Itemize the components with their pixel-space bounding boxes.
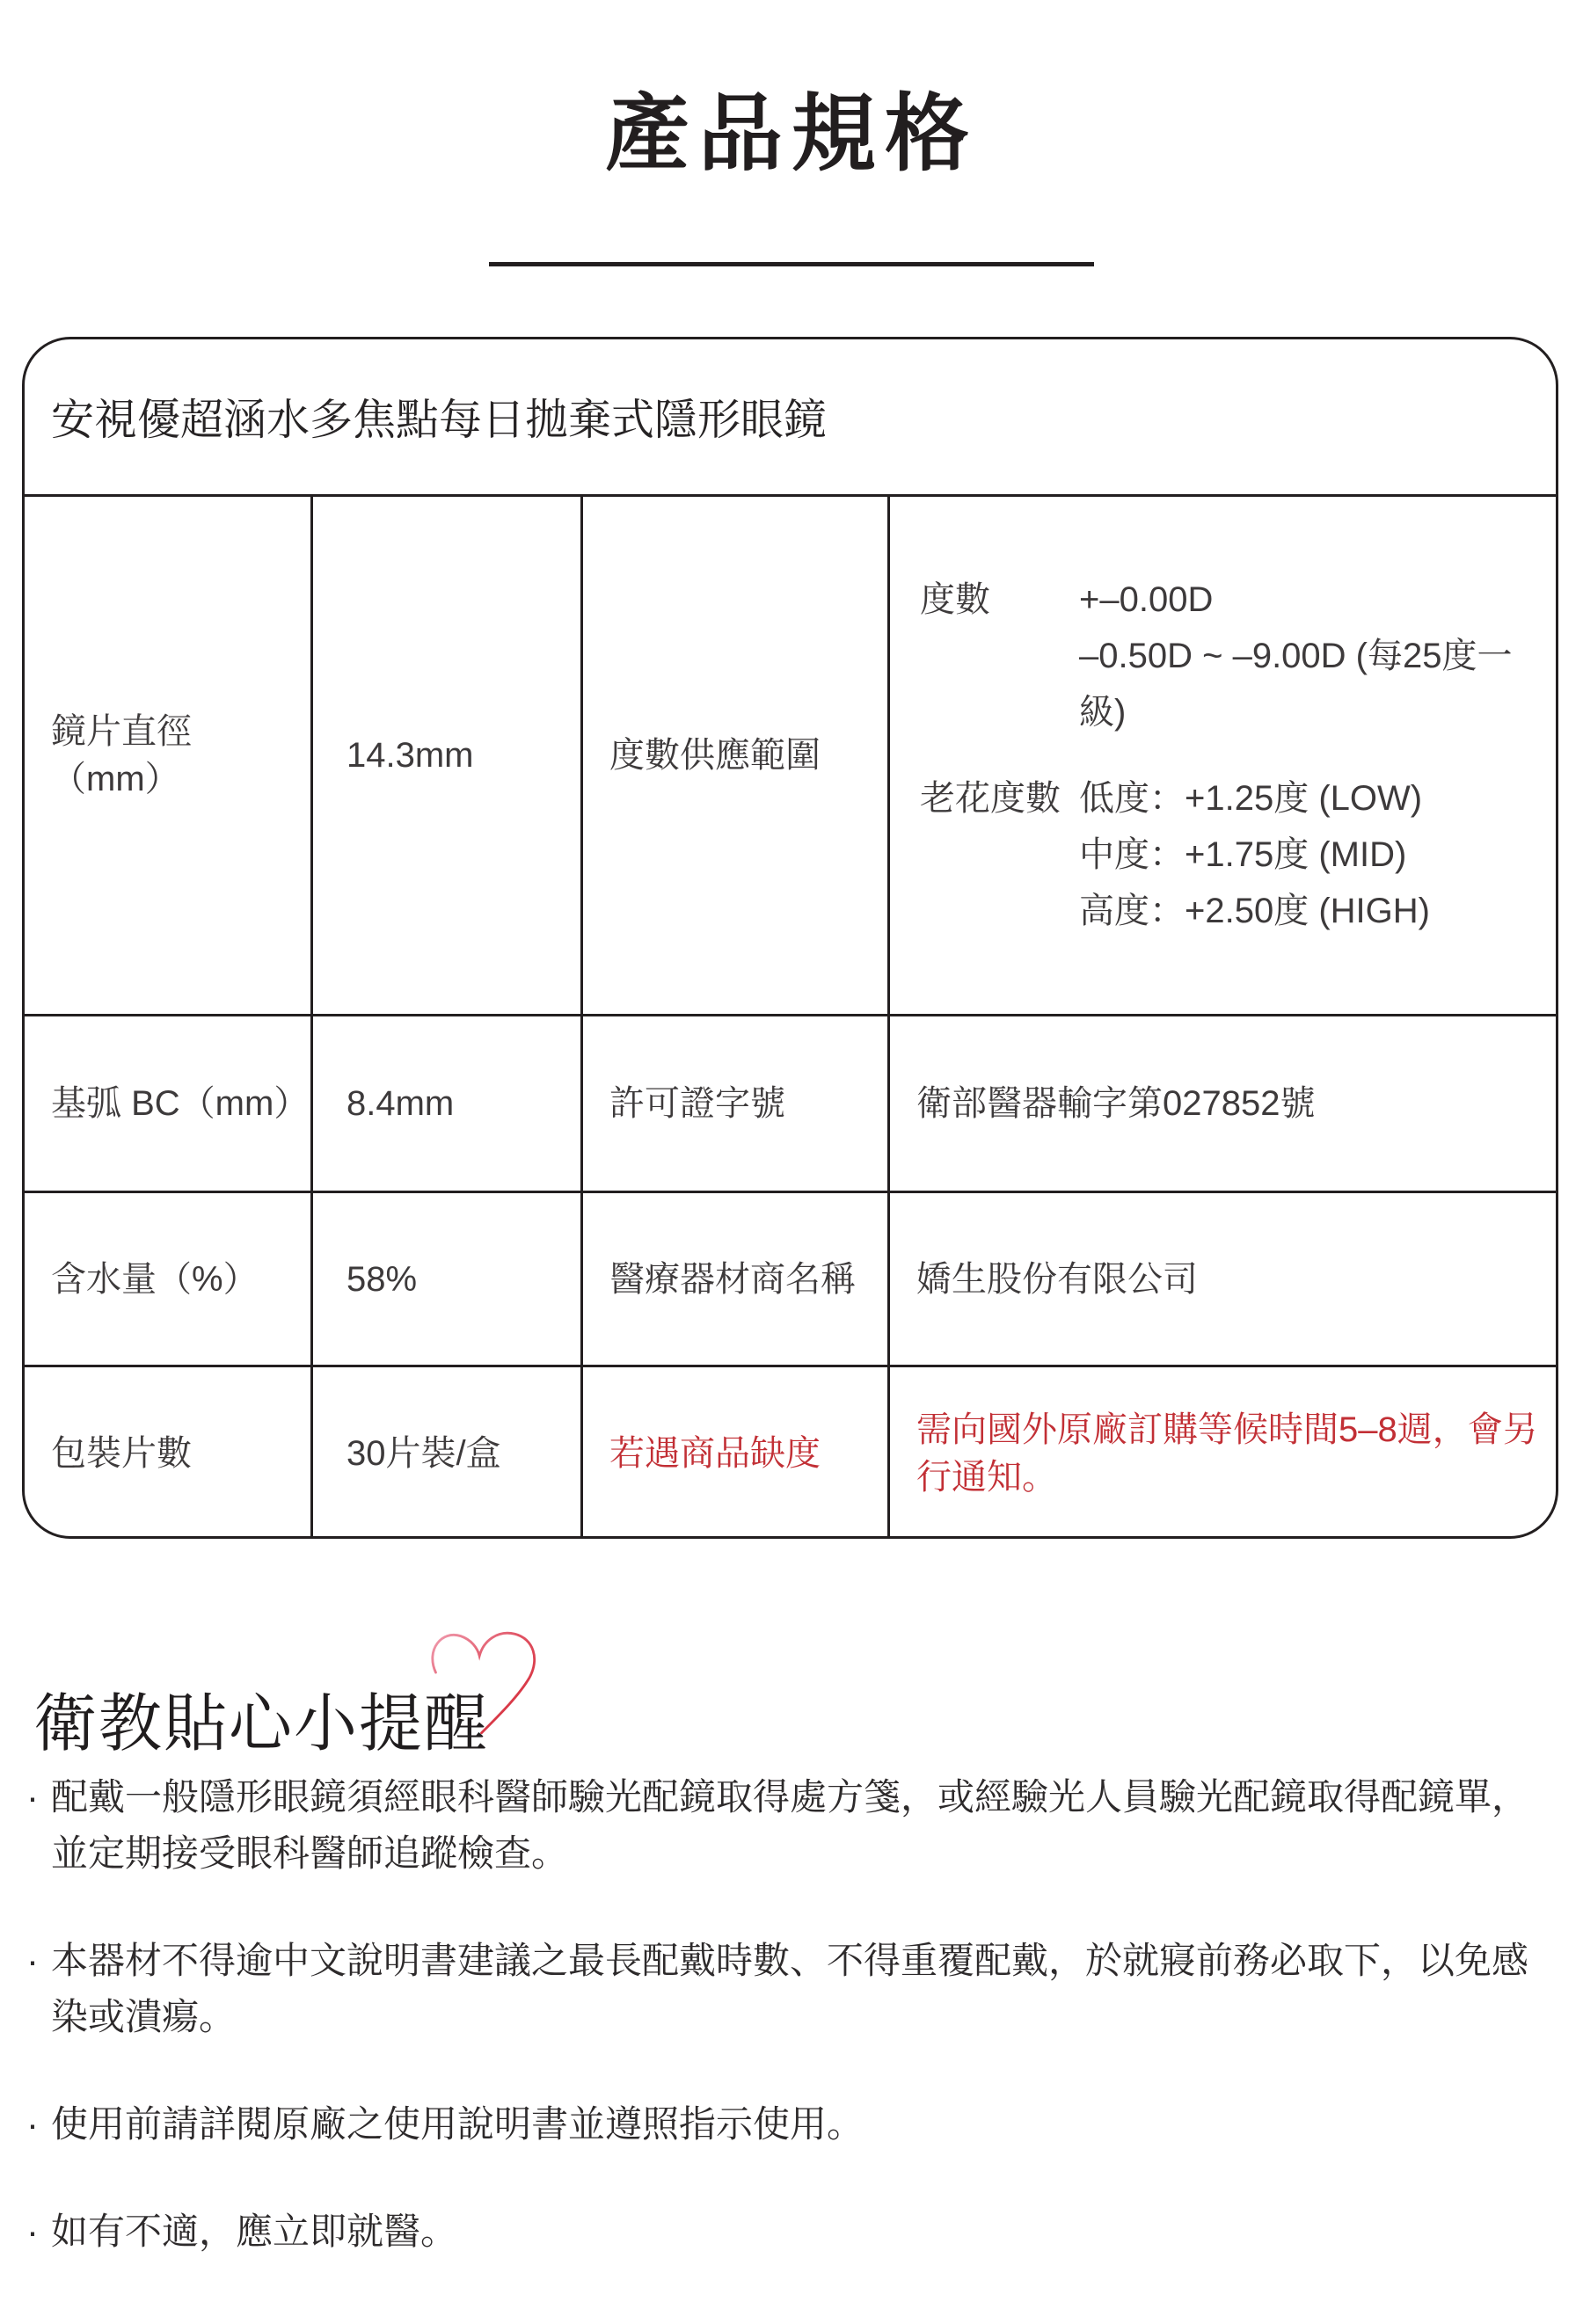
spec-label-diameter: 鏡片直徑（mm） (51, 712, 192, 798)
power-sphere-line: –0.50D ~ –9.00D (每25度一級) (1079, 637, 1513, 732)
spec-label-license: 許可證字號 (580, 1014, 887, 1191)
power-group-add (920, 770, 1543, 939)
page-title: 產品規格 (605, 87, 978, 181)
power-add-line: 低度：+1.25度 (LOW) (1079, 779, 1423, 818)
tip-item (26, 2204, 1557, 2260)
power-add-line: 高度：+2.50度 (HIGH) (1079, 892, 1430, 930)
title-underline (489, 262, 1094, 266)
spec-value-diameter: 14.3mm (310, 497, 580, 1014)
tip-text: 配戴一般隱形眼鏡須經眼科醫師驗光配鏡取得處方箋，或經驗光人員驗光配鏡取得配鏡單，並定期接受眼科醫師追蹤檢查。 (51, 1776, 1529, 1874)
tip-text: 如有不適，應立即就醫。 (51, 2211, 458, 2252)
bullet-dot: · (26, 1776, 39, 1818)
power-sphere-line: +–0.00D (1079, 580, 1214, 619)
spec-value-out-of-stock: 需向國外原廠訂購等候時間5–8週，會另行通知。 (887, 1365, 1556, 1539)
spec-label-base-curve: 基弧 BC（mm） (25, 1014, 310, 1191)
spec-label-pack-count: 包裝片數 (25, 1365, 310, 1539)
spec-value-water-content: 58% (310, 1191, 580, 1365)
product-name: 安視優超涵水多焦點每日拋棄式隱形眼鏡 (25, 339, 1556, 497)
bullet-dot: · (26, 2211, 39, 2252)
spec-value-pack-count: 30片裝/盒 (310, 1365, 580, 1539)
spec-table (25, 497, 1556, 1539)
spec-label-out-of-stock: 若遇商品缺度 (580, 1365, 887, 1539)
power-add-label: 老花度數 (920, 779, 1061, 818)
bullet-dot: · (26, 1940, 39, 1981)
tip-text: 使用前請詳閱原廠之使用說明書並遵照指示使用。 (51, 2103, 864, 2145)
spec-label-water-content: 含水量（%） (25, 1191, 310, 1365)
bullet-dot: · (26, 2103, 39, 2145)
spec-value-base-curve: 8.4mm (310, 1014, 580, 1191)
spec-card (22, 337, 1558, 1539)
spec-value-vendor: 嬌生股份有限公司 (887, 1191, 1556, 1365)
spec-label-vendor: 醫療器材商名稱 (580, 1191, 887, 1365)
tips-list (26, 1769, 1557, 2311)
tips-heading: 衛教貼心小提醒 (33, 1689, 490, 1759)
spec-value-license: 衛部醫器輸字第027852號 (887, 1014, 1556, 1191)
spec-label-power-range: 度數供應範圍 (580, 497, 887, 1014)
heart-outline-icon (427, 1627, 552, 1752)
tip-item (26, 2096, 1557, 2153)
power-add-line: 中度：+1.75度 (MID) (1079, 835, 1407, 874)
spec-value-power-range (887, 497, 1556, 1014)
power-sphere-label: 度數 (920, 580, 990, 619)
tip-item (26, 1769, 1557, 1882)
tip-text: 本器材不得逾中文說明書建議之最長配戴時數、不得重覆配戴，於就寢前務必取下，以免感染或潰瘍。 (51, 1940, 1529, 2037)
power-group-sphere (920, 572, 1543, 740)
tip-item (26, 1933, 1557, 2045)
